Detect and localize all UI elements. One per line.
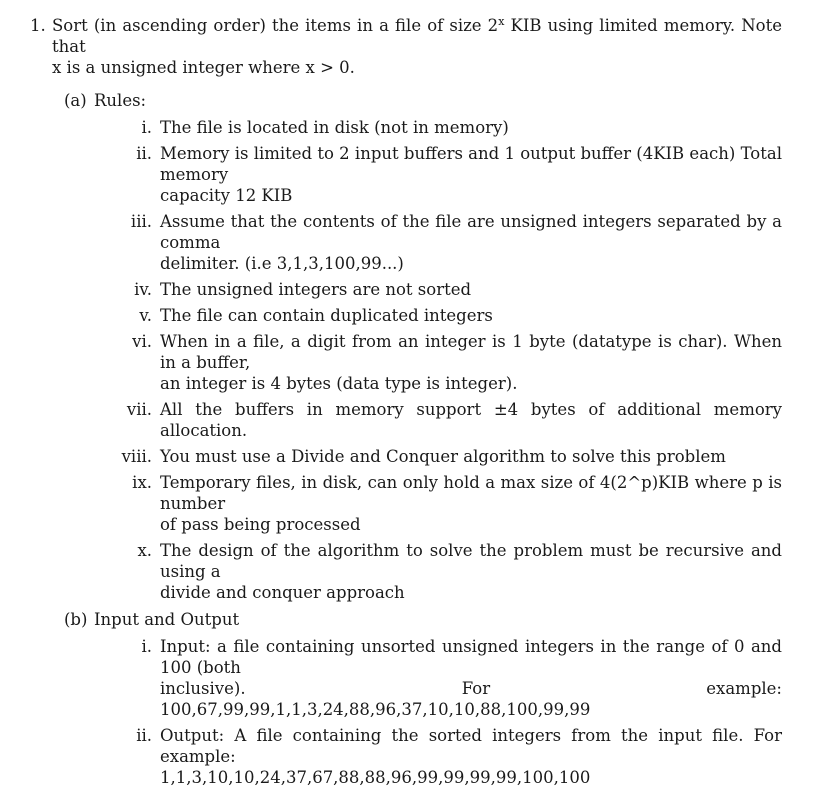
problem-line-2: x is a unsigned integer where x > 0.: [52, 58, 355, 77]
list-item: [72, 725, 782, 788]
list-item-line: The unsigned integers are not sorted: [160, 280, 472, 299]
list-item-line: inclusive). For example: 100,67,99,99,1,1,3,24,88,96,37,10,10,88,100,99,99: [160, 679, 782, 719]
list-item-line: delimiter. (i.e 3,1,3,100,99...): [160, 254, 404, 273]
list-item-line: divide and conquer approach: [160, 583, 405, 602]
list-item-number: vii.: [126, 400, 152, 419]
part-b-input-output: [64, 609, 782, 788]
list-item-line: You must use a Divide and Conquer algorithm to solve this problem: [160, 447, 726, 466]
list-item-line: Temporary files, in disk, can only hold a max size of 4(2^p)KIB where p is number: [160, 473, 782, 513]
list-item: [72, 399, 782, 441]
list-item-line: The design of the algorithm to solve the problem must be recursive and using a: [160, 541, 782, 581]
list-item-line: Output: A file containing the sorted integers from the input file. For example:: [160, 726, 782, 766]
list-item-line: All the buffers in memory support ±4 bytes of additional memory allocation.: [160, 400, 782, 440]
list-item-line: Memory is limited to 2 input buffers and 1 output buffer (4KIB each) Total memory: [160, 144, 782, 184]
list-item-number: iv.: [134, 280, 152, 299]
list-item-number: vi.: [132, 332, 152, 351]
list-item-line: an integer is 4 bytes (data type is integer).: [160, 374, 518, 393]
list-item-number: ix.: [132, 473, 152, 492]
list-item-line: 1,1,3,10,10,24,37,67,88,88,96,99,99,99,99,100,100: [160, 768, 591, 787]
list-item: [72, 540, 782, 603]
problem-line-1: Sort (in ascending order) the items in a file of size 2$^x$ KIB using limited memory. Note that: [52, 15, 782, 56]
list-item-number: v.: [139, 306, 152, 325]
list-item-line: The file can contain duplicated integers: [160, 306, 493, 325]
list-item-line: Input: a file containing unsorted unsigned integers in the range of 0 and 100 (both: [160, 637, 782, 677]
list-item: [72, 211, 782, 274]
part-a-title: Rules:: [94, 91, 147, 110]
list-item-line: capacity 12 KIB: [160, 186, 293, 205]
rules-list: [72, 117, 782, 603]
list-item-number: viii.: [121, 447, 152, 466]
list-item-number: ii.: [136, 144, 152, 163]
list-item: [72, 279, 782, 300]
list-item-number: iii.: [130, 212, 152, 231]
io-list: [72, 636, 782, 788]
exponent-x: x: [498, 15, 505, 28]
problem-statement: [30, 15, 782, 78]
list-item-number: i.: [141, 637, 152, 656]
list-item: [72, 331, 782, 394]
list-item: [72, 472, 782, 535]
list-item-number: i.: [141, 118, 152, 137]
part-b-label: (b): [64, 610, 88, 629]
list-item-line: of pass being processed: [160, 515, 361, 534]
part-a-rules: [64, 90, 782, 603]
list-item: [72, 117, 782, 138]
list-item-number: ii.: [136, 726, 152, 745]
list-item-line: Assume that the contents of the file are unsigned integers separated by a comma: [160, 212, 782, 252]
list-item-line: When in a file, a digit from an integer is 1 byte (datatype is char). When in a buffer,: [160, 332, 782, 372]
problem-1: [30, 15, 782, 793]
list-item: [72, 305, 782, 326]
problem-number: 1.: [30, 16, 46, 35]
part-b-title: Input and Output: [94, 610, 240, 629]
list-item: [72, 143, 782, 206]
list-item: [72, 446, 782, 467]
part-a-label: (a): [64, 91, 87, 110]
list-item-number: x.: [137, 541, 152, 560]
list-item: [72, 636, 782, 720]
list-item-line: The file is located in disk (not in memory): [160, 118, 509, 137]
